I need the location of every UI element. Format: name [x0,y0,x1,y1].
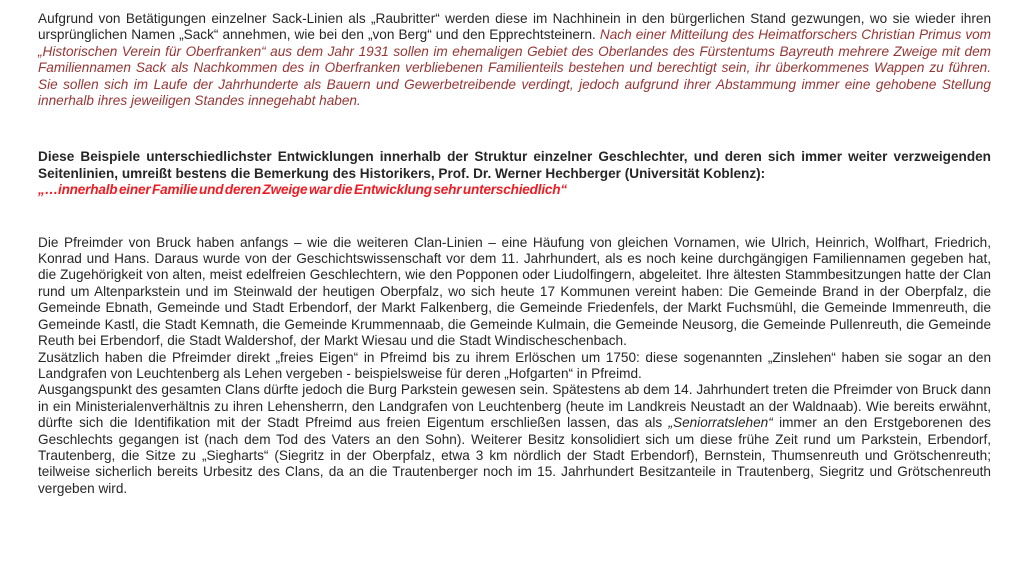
pfreimder-clan-text: Die Pfreimder von Bruck haben anfangs – wie die weiteren Clan-Linien – eine Häufung von gleichen Vornamen, wie Ulrich, Heinrich, Wolfhart, Friedrich, Konrad und Hans. Daraus wurde von der Geschichtswissenschaft vor dem 11. Jahrhundert, als es noch keine durchgängigen Familiennamen gegeben hat, die Zugehörigkeit von alten, meist edelfreien Geschlechtern, wie den Popponen oder Liudolfingern, abgeleitet. Ihre ältesten Stammbesitzungen hatte der Clan rund um Altenparkstein und im Steinwald der heutigen Oberpfalz, wo sich heute 17 Kommunen vereint haben: Die Gemeinde Brand in der Oberpfalz, die Gemeinde Ebnath, Gemeinde und Stadt Erbendorf, der Markt Falkenberg, die Gemeinde Friedenfels, der Markt Fuchsmühl, die Gemeinde Immenreuth, die Gemeinde Kastl, die Stadt Kemnath, die Gemeinde Krummennaab, die Gemeinde Kulmain, die Gemeinde Neusorg, die Gemeinde Pullenreuth, die Gemeinde Reuth bei Erbendorf, die Stadt Waldershof, der Markt Wiesau und die Stadt Windischeschenbach. [38,234,991,349]
hechberger-intro-text: Diese Beispiele unterschiedlichster Entwicklungen innerhalb der Struktur einzelner Geschlechter, und deren sich immer weiter verzweigenden Seitenlinien, umreißt bestens die Bemerkung des Historikers, Prof. Dr. Werner Hechberger (Universität Koblenz): [38,149,991,181]
paragraph-hechberger-intro [38,149,991,182]
paragraph-parkstein [38,382,991,497]
hechberger-quote-text: „…innerhalb einer Familie und deren Zweige war die Entwicklung sehr unterschiedlich“ [38,182,567,198]
paragraph-zinslehen [38,350,991,383]
paragraph-pfreimder-clan [38,235,991,350]
sack-lineage-citation-text: Nach einer Mitteilung des Heimatforschers Christian Primus vom „Historischen Verein für Oberfranken“ aus dem Jahr 1931 sollen im ehemaligen Gebiet des Oberlandes des Fürstentums Bayreuth mehrere Zweige mit dem Familiennamen Sack als Nachkommen des in Oberfranken verbliebenen Familienteils bestehen und berechtigt sein, ihr überkommenes Wappen zu führen. Sie sollen sich im Laufe der Jahrhunderte als Bauern und Gewerbetreibende verdingt, jedoch aufgrund ihrer Abstammung immer eine gehobene Stellung innerhalb ihres jeweiligen Standes innegehabt haben. [38,27,992,109]
sack-lineage-lead-text: Aufgrund von Betätigungen einzelner Sack-Linien als „Raubritter“ werden diese im Nachhinein in den bürgerlichen Stand gezwungen, wo sie wieder ihren ursprünglichen Namen „Sack“ annehmen, wie bei den „von Berg“ und den Epprechtsteinern. [38,11,991,43]
seniorratslehen-term: „Seniorratslehen“ [668,415,773,431]
parkstein-tail-text: immer an den Erstgeborenen des Geschlechts gegangen ist (nach dem Tod des Vaters an den Sohn). Weiterer Besitz konsolidiert sich um diese frühe Zeit rund um Parkstein, Erbendorf, Trautenberg, die Sitze zu „Siegharts“ (Siegritz in der Oberpfalz, etwa 3 km nördlich der Stadt Erbendorf), Bernstein, Thumsenreuth und Grötschenreuth; teilweise sicherlich bereits Urbesitz des Clans, da an die Trautenberger noch im 15. Jahrhundert Besitzanteile in Trautenberg, Siegritz und Grötschenreuth vergeben wird. [38,415,991,496]
zinslehen-text: Zusätzlich haben die Pfreimder direkt „freies Eigen“ in Pfreimd bis zu ihrem Erlöschen um 1750: diese sogenannten „Zinslehen“ haben sie sogar an den Landgrafen von Leuchtenberg als Lehen vergeben - beispielsweise für deren „Hofgarten“ in Pfreimd. [38,349,991,381]
parkstein-lead-text: Ausgangspunkt des gesamten Clans dürfte jedoch die Burg Parkstein gewesen sein. Spätestens ab dem 14. Jahrhundert treten die Pfreimder von Bruck dann in ein Ministerialenverhältnis zu ihren Lehensherrn, den Landgrafen von Leuchtenberg (heute im Landkreis Neustadt an der Waldnaab). Wie bereits erwähnt, dürfte sich die Identifikation mit der Stadt Pfreimd aus freien Eigentum erschließen lassen, das als [38,382,991,431]
paragraph-sack-lineage [38,11,991,109]
hechberger-quote [38,182,991,198]
